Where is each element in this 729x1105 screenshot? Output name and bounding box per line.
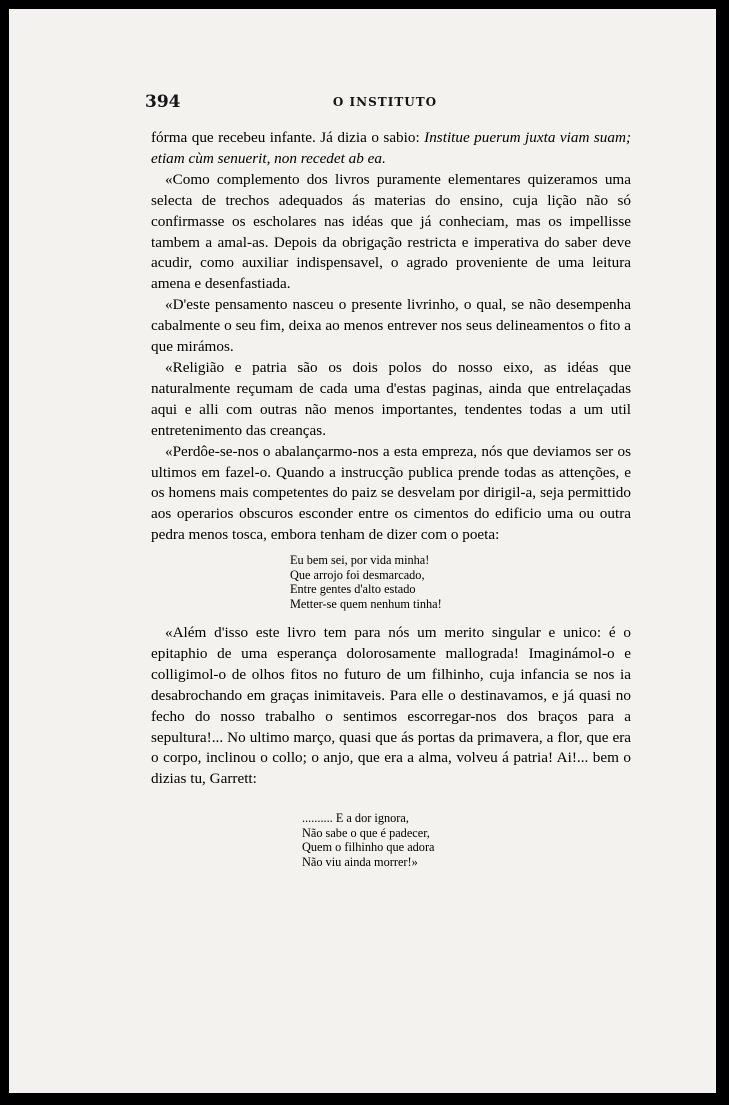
verse-garrett — [302, 811, 435, 870]
verse-line: .......... E a dor ignora, — [302, 811, 409, 825]
page-number: 394 — [145, 92, 181, 112]
verse-line: Quem o filhinho que adora — [302, 840, 435, 855]
paragraph-opening — [151, 128, 631, 170]
verse-line: Que arrojo foi desmarcado, — [290, 567, 425, 582]
verse-line: Eu bem sei, por vida minha! — [290, 553, 430, 567]
verse-poeta — [290, 553, 442, 612]
latin-quote: Institue puerum juxta viam suam; etiam cùm senuerit, non recedet ab ea. — [151, 129, 631, 167]
paragraph-opening-lead: fórma que recebeu infante. Já dizia o sabio: — [151, 129, 425, 146]
verse-line: Entre gentes d'alto estado — [290, 582, 416, 597]
body-text-top — [151, 128, 631, 546]
verse-line: Não sabe o que é padecer, — [302, 825, 430, 840]
verse-line: Metter-se quem nenhum tinha! — [290, 597, 442, 612]
paragraph-complemento: «Como complemento dos livros puramente elementares quizeramos uma selecta de trechos adequados ás materias do ensino, cuja lição não só confirmasse os escholares nas idéas que já conheciam, mas os impellisse tambem a amal-as. Depois da obrigação restricta e imperativa do saber deve acudir, como auxiliar indispensavel, o agrado proveniente de uma leitura amena e desenfastiada. — [151, 170, 631, 293]
body-text-bottom — [151, 623, 631, 790]
page-header — [145, 92, 625, 114]
verse-line: Não viu ainda morrer!» — [302, 855, 418, 870]
paragraph-perdoe: «Perdôe-se-nos o abalançarmo-nos a esta empreza, nós que deviamos ser os ultimos em fazel-o. Quando a instrucção publica prende todas as attenções, e os homens mais competentes do paiz se desvelam por dirigil-a, seja permittido aos operarios obscuros esconder entre os cimentos do edificio uma ou outra pedra menos tosca, embora tenham de dizer com o poeta: — [151, 442, 631, 544]
paragraph-religiao: «Religião e patria são os dois polos do nosso eixo, as idéas que naturalmente reçumam de cada uma d'estas paginas, ainda que entrelaçadas aqui e alli com outras não menos importantes, tendentes todas a um util entretenimento das creanças. — [151, 358, 631, 439]
running-head: O INSTITUTO — [332, 95, 438, 109]
paragraph-alem: «Além d'isso este livro tem para nós um merito singular e unico: é o epitaphio de uma esperança dolorosamente mallograda! Imaginámol-o e colligimol-o de olhos fitos no futuro de um filhinho, cuja infancia se nos ia desabrochando em graças inimitaveis. Para elle o destinavamos, e já quasi no fecho do nosso trabalho o sentimos escorregar-nos dos braços para a sepultura!... No ultimo março, quasi que ás portas da primavera, a flor, que era o corpo, inclinou o collo; o anjo, que era a alma, volveu á patria! Ai!... bem o dizias tu, Garrett: — [151, 624, 631, 788]
paragraph-pensamento: «D'este pensamento nasceu o presente livrinho, o qual, se não desempenha cabalmente o seu fim, deixa ao menos entrever nos seus delineamentos o fito a que mirámos. — [151, 296, 631, 356]
